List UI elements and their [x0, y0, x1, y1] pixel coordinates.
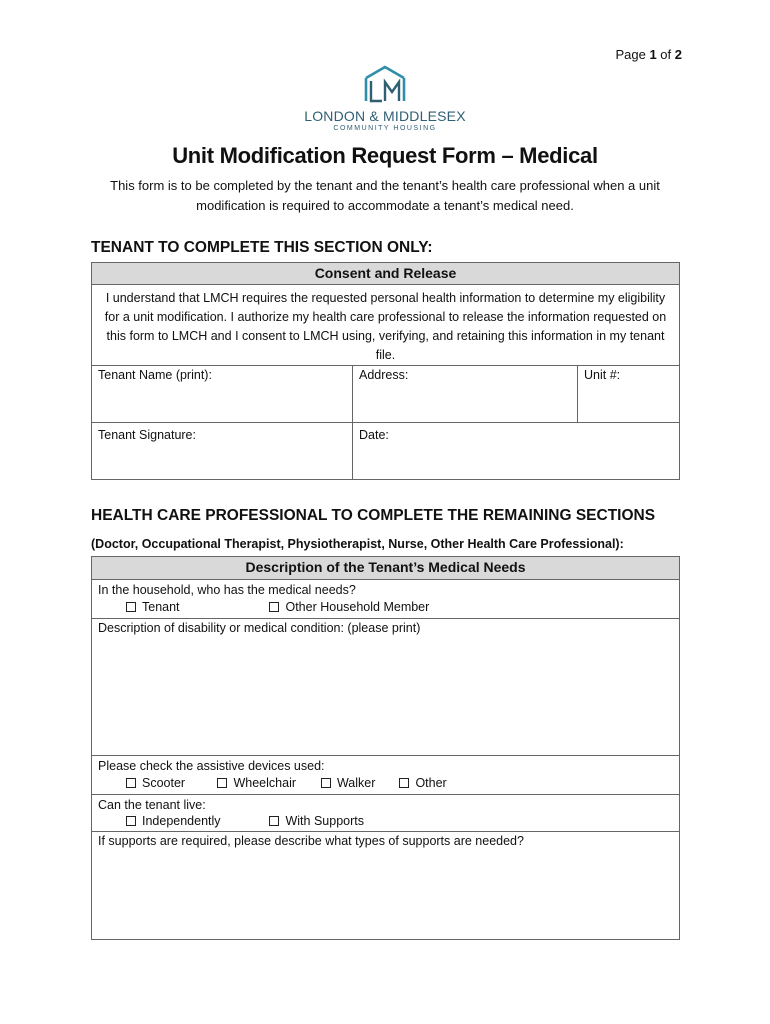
tenant-signature-field[interactable] [92, 423, 353, 480]
logo-subtitle: COMMUNITY HOUSING [333, 125, 437, 132]
page-label: Page [615, 47, 646, 62]
checkbox-icon[interactable] [217, 778, 227, 788]
unit-label: Unit #: [584, 368, 621, 382]
checkbox-icon[interactable] [399, 778, 409, 788]
living-question-label: Can the tenant live: [98, 798, 206, 812]
page-of: of [660, 47, 672, 62]
consent-text: I understand that LMCH requires the requested personal health information to determine my eligibility for a unit modification. I authorize my health care professional to release the information requested on this form to LMCH and I consent to LMCH using, verifying, and retaining this information in my tenant file. [92, 285, 680, 366]
medical-needs-band: Description of the Tenant’s Medical Needs [92, 557, 680, 580]
option-wheelchair[interactable]: Wheelchair [217, 775, 317, 792]
option-with-supports[interactable]: With Supports [269, 813, 364, 829]
date-label: Date: [359, 428, 389, 442]
checkbox-icon[interactable] [126, 816, 136, 826]
form-subtitle: This form is to be completed by the tenant and the tenant’s health care professional when a unit modification is required to accommodate a tenant’s medical need. [110, 178, 660, 213]
checkbox-icon[interactable] [321, 778, 331, 788]
checkbox-icon[interactable] [269, 602, 279, 612]
option-independently[interactable]: Independently [126, 813, 266, 829]
condition-description-field[interactable] [92, 619, 680, 756]
hcp-section-heading: HEALTH CARE PROFESSIONAL TO COMPLETE THE REMAINING SECTIONS [91, 507, 656, 524]
option-other-household-member[interactable]: Other Household Member [269, 599, 429, 616]
option-tenant[interactable]: Tenant [126, 599, 266, 616]
tenant-name-field[interactable] [92, 366, 353, 423]
household-question [92, 580, 680, 619]
option-scooter[interactable]: Scooter [126, 775, 214, 792]
supports-description-label: If supports are required, please describe what types of supports are needed? [98, 834, 524, 848]
assistive-devices-label: Please check the assistive devices used: [98, 759, 325, 773]
assistive-devices-question [92, 756, 680, 795]
checkbox-icon[interactable] [126, 778, 136, 788]
date-field[interactable] [353, 423, 680, 480]
house-logo-icon [360, 64, 410, 104]
hcp-section-subheading: (Doctor, Occupational Therapist, Physiotherapist, Nurse, Other Health Care Professional): [91, 537, 624, 551]
condition-description-label: Description of disability or medical condition: (please print) [98, 621, 421, 635]
tenant-name-label: Tenant Name (print): [98, 368, 212, 382]
form-title: Unit Modification Request Form – Medical [172, 143, 598, 168]
tenant-section-heading: TENANT TO COMPLETE THIS SECTION ONLY: [91, 239, 433, 256]
option-walker[interactable]: Walker [321, 775, 396, 792]
logo-name: LONDON & MIDDLESEX [304, 108, 466, 124]
address-label: Address: [359, 368, 409, 382]
medical-needs-table [91, 556, 680, 940]
checkbox-icon[interactable] [269, 816, 279, 826]
tenant-consent-table [91, 262, 680, 480]
supports-description-field[interactable] [92, 832, 680, 940]
page-current: 1 [649, 47, 657, 62]
consent-band: Consent and Release [92, 263, 680, 285]
option-other-device[interactable]: Other [399, 775, 446, 792]
lmch-logo [0, 64, 770, 132]
tenant-signature-label: Tenant Signature: [98, 428, 196, 442]
living-question [92, 795, 680, 832]
unit-field[interactable] [578, 366, 680, 423]
household-question-label: In the household, who has the medical needs? [98, 583, 356, 597]
checkbox-icon[interactable] [126, 602, 136, 612]
page-total: 2 [674, 47, 682, 62]
address-field[interactable] [353, 366, 578, 423]
page-number [615, 47, 682, 62]
